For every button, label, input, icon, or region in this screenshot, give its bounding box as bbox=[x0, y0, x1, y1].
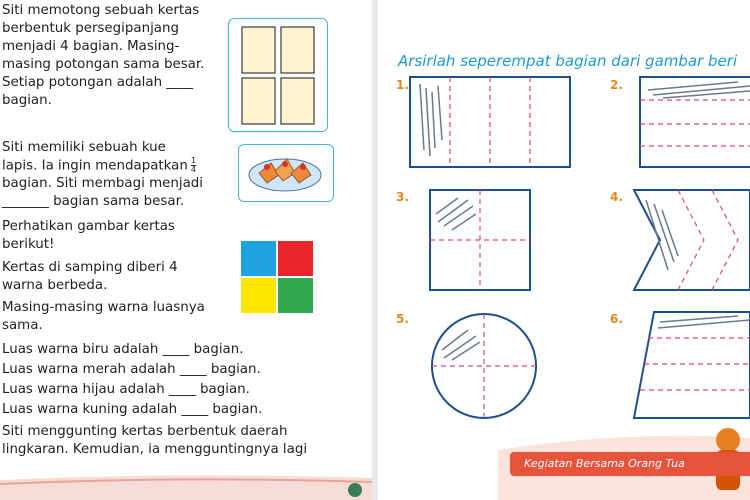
yellow-square bbox=[241, 278, 276, 313]
paper-pieces-svg bbox=[229, 19, 327, 131]
left-page: Siti memotong sebuah kertas berbentuk persegipanjang menjadi 4 bagian. Masing- masing potongan sama besar. Setiap potongan adalah ____ bagian. Siti memiliki sebuah kue lapis. Ia ingin mendapatkan $\frac{1}{4}$ bagian. Siti membagi menjadi _______ bagian sama besar. Perhatikan gambar kertas berikut! Kertas di samping diberi 4 warna berbeda. Masing-masing warna luasnya sama. Luas warna biru adalah ____ bagian. Luas warna merah adalah ____ bagian. Luas warna hijau adalah ____ bagian. Luas warna kuning adalah ____ bagian. Siti menggunting kertas berbentuk daerah lingkaran. Kemudian, ia mengguntingnya lagi bbox=[0, 0, 372, 500]
fraction-one-quarter: $\frac{1}{4}$ bbox=[190, 156, 196, 174]
bottom-decoration bbox=[0, 466, 372, 500]
shape-4-chevron bbox=[634, 190, 750, 290]
exercise-number-6: 6. bbox=[610, 312, 623, 326]
exercise-title: Arsirlah seperempat bagian dari gambar beri bbox=[398, 52, 738, 70]
exercise-number-1: 1. bbox=[396, 78, 409, 92]
exercise-number-2: 2. bbox=[610, 78, 623, 92]
color-square-grid bbox=[241, 241, 313, 313]
shape-6-trapezoid bbox=[634, 312, 750, 418]
red-square bbox=[278, 241, 313, 276]
exercise-number-4: 4. bbox=[610, 190, 623, 204]
shape-2-rectangle bbox=[640, 77, 750, 167]
footer-label: Kegiatan Bersama Orang Tua bbox=[510, 452, 750, 476]
blue-square bbox=[241, 241, 276, 276]
footer-banner bbox=[378, 410, 750, 500]
cake-svg bbox=[239, 145, 333, 201]
shape-5-circle bbox=[432, 314, 536, 418]
shape-1-rectangle bbox=[410, 77, 570, 167]
green-square bbox=[278, 278, 313, 313]
exercise-number-5: 5. bbox=[396, 312, 409, 326]
paper-4-pieces-illustration bbox=[228, 18, 328, 132]
right-page bbox=[378, 0, 750, 500]
paragraph-2-line: lapis. Ia ingin mendapatkan bbox=[2, 158, 188, 174]
exercise-number-3: 3. bbox=[396, 190, 409, 204]
cake-illustration bbox=[238, 144, 334, 202]
shape-3-square bbox=[430, 190, 530, 290]
